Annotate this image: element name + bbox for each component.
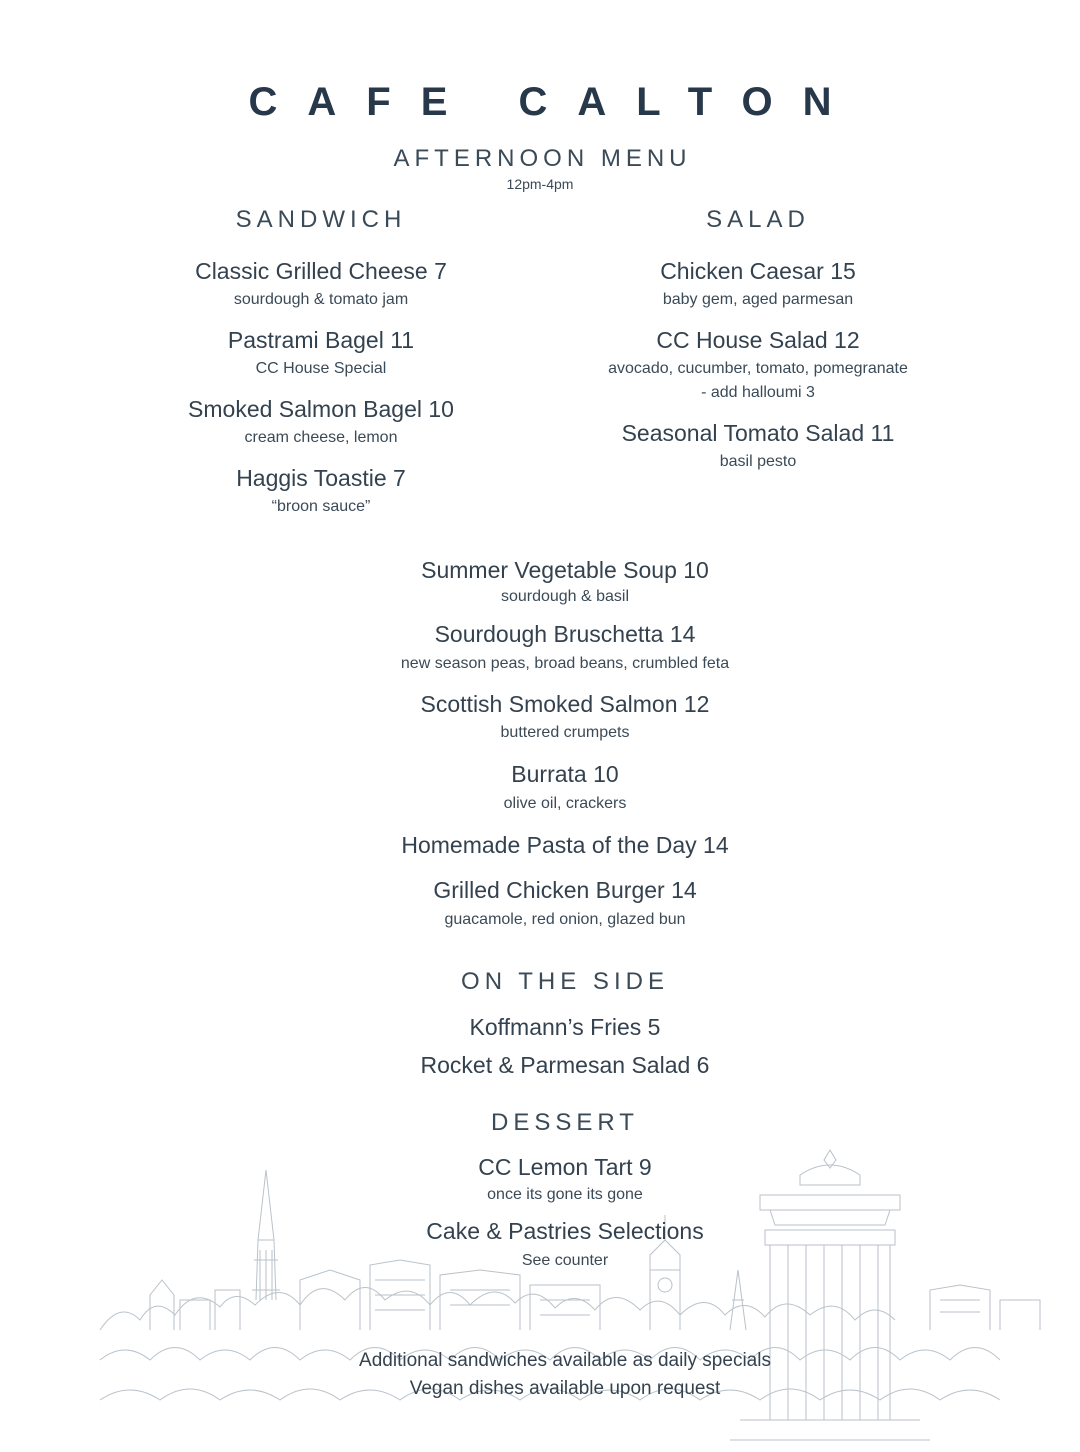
salad-item-name: Seasonal Tomato Salad 11 <box>621 420 895 446</box>
salad-item-name: CC House Salad 12 <box>656 327 860 353</box>
sandwich-heading: SANDWICH <box>235 206 407 233</box>
main-item-desc: buttered crumpets <box>500 724 630 741</box>
main-item-name: Burrata 10 <box>511 761 619 787</box>
salad-item-addon: - add halloumi 3 <box>701 384 815 401</box>
sandwich-item-name: Smoked Salmon Bagel 10 <box>188 396 454 422</box>
main-item-name: Homemade Pasta of the Day 14 <box>401 832 729 858</box>
menu-title: AFTERNOON MENU <box>393 145 692 172</box>
sandwich-item-desc: sourdough & tomato jam <box>233 291 409 308</box>
dessert-item-desc: once its gone its gone <box>487 1186 643 1203</box>
main-item-desc: new season peas, broad beans, crumbled feta <box>400 655 730 672</box>
sandwich-item-desc: “broon sauce” <box>271 498 371 515</box>
main-item-desc: guacamole, red onion, glazed bun <box>444 911 686 928</box>
main-item-name: Scottish Smoked Salmon 12 <box>420 691 710 717</box>
main-item-name: Grilled Chicken Burger 14 <box>433 877 697 903</box>
side-item-name: Koffmann’s Fries 5 <box>469 1014 661 1040</box>
opening-hours: 12pm-4pm <box>506 176 574 192</box>
sandwich-item-name: Haggis Toastie 7 <box>236 465 406 491</box>
salad-item-name: Chicken Caesar 15 <box>660 258 856 284</box>
sandwich-item-desc: CC House Special <box>255 360 387 377</box>
cafe-name: CAFE CALTON <box>248 80 862 124</box>
dessert-item-name: CC Lemon Tart 9 <box>478 1154 652 1180</box>
sandwich-item-name: Pastrami Bagel 11 <box>227 327 415 353</box>
salad-item-desc: avocado, cucumber, tomato, pomegranate <box>608 360 908 377</box>
side-item-name: Rocket & Parmesan Salad 6 <box>420 1052 710 1078</box>
dessert-heading: DESSERT <box>491 1109 639 1136</box>
dessert-item-name: Cake & Pastries Selections <box>426 1218 704 1244</box>
main-item-name: Summer Vegetable Soup 10 <box>421 557 709 583</box>
footer-note-specials: Additional sandwiches available as daily specials <box>359 1350 771 1371</box>
salad-heading: SALAD <box>706 206 810 233</box>
salad-item-desc: baby gem, aged parmesan <box>662 291 854 308</box>
dessert-item-desc: See counter <box>521 1252 609 1269</box>
main-item-name: Sourdough Bruschetta 14 <box>434 621 696 647</box>
sandwich-item-name: Classic Grilled Cheese 7 <box>195 258 447 284</box>
salad-item-desc: basil pesto <box>719 453 797 470</box>
sandwich-item-desc: cream cheese, lemon <box>244 429 398 446</box>
sides-heading: ON THE SIDE <box>461 968 669 995</box>
main-item-desc: sourdough & basil <box>500 588 630 605</box>
footer-note-vegan: Vegan dishes available upon request <box>409 1378 721 1399</box>
main-item-desc: olive oil, crackers <box>503 795 627 812</box>
